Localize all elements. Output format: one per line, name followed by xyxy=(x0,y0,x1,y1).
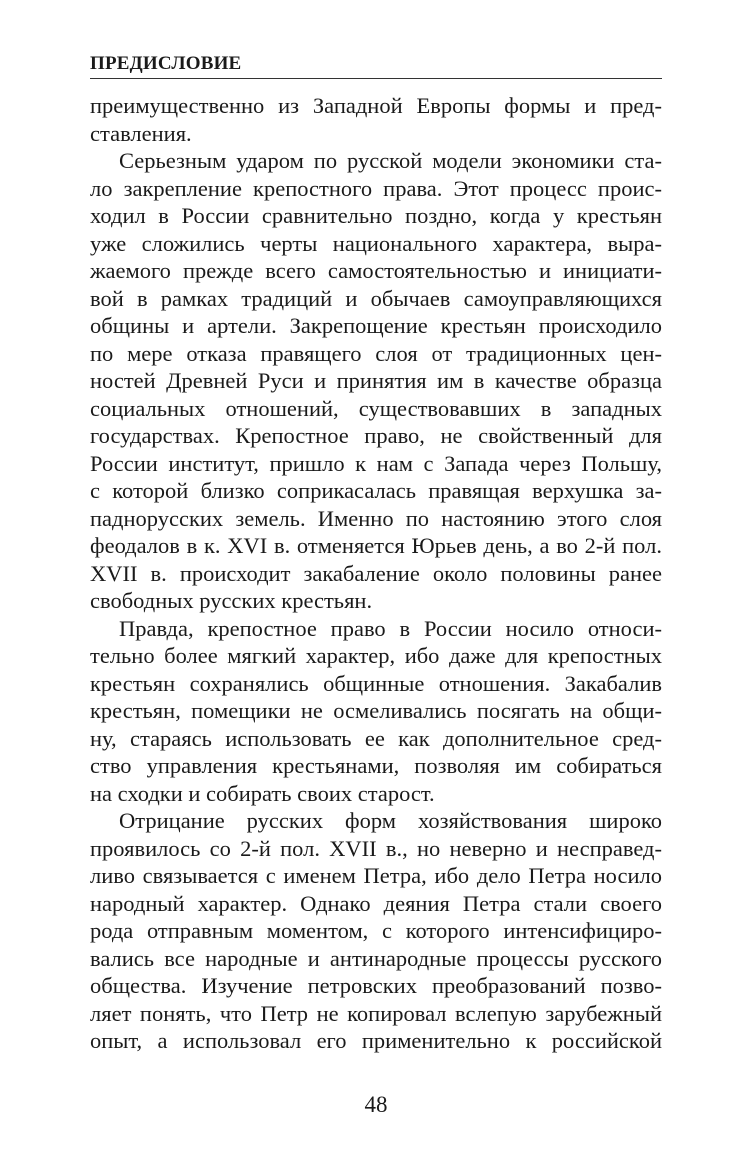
text-line: ло закрепление крепостного права. Этот процесс проис- xyxy=(90,175,662,201)
text-line: XVII в. происходит закабаление около половины ранее xyxy=(90,560,662,586)
paragraph xyxy=(90,147,662,615)
text-line: социальных отношений, существовавших в западных xyxy=(90,395,662,421)
text-line: вались все народные и антинародные процессы русского xyxy=(90,945,662,971)
text-line: общины и артели. Закрепощение крестьян происходило xyxy=(90,313,662,338)
text-line: России институт, пришло к нам с Запада через Польшу, xyxy=(90,450,662,476)
text-line: крестьян, помещики не осмеливались посягать на общи- xyxy=(90,698,662,723)
text-line: народный характер. Однако деяния Петра стали своего xyxy=(90,890,662,916)
text-line: ливо связывается с именем Петра, ибо дело Петра носило xyxy=(90,863,662,888)
running-header-title: ПРЕДИСЛОВИЕ xyxy=(90,52,662,79)
text-line: крестьян сохранялись общинные отношения. Закабалив xyxy=(90,670,662,696)
text-line: на сходки и собирать своих старост. xyxy=(90,780,435,806)
text-line: Серьезным ударом по русской модели экономики ста- xyxy=(119,148,662,173)
text-line: ляет понять, что Петр не копировал вслепую зарубежный xyxy=(90,1000,662,1026)
text-line: феодалов в к. XVI в. отменяется Юрьев день, а во 2-й пол. xyxy=(90,533,662,558)
text-line: ставления. xyxy=(90,120,192,146)
text-line: ностей Древней Руси и принятия им в качестве образца xyxy=(90,368,662,393)
text-line: тельно более мягкий характер, ибо даже для крепостных xyxy=(90,643,662,668)
paragraph xyxy=(90,807,662,1055)
text-line: преимущественно из Западной Европы формы и пред- xyxy=(90,93,662,118)
book-page xyxy=(90,0,662,1170)
text-line: проявилось со 2-й пол. XVII в., но неверно и несправед- xyxy=(90,835,662,861)
text-line: с которой близко соприкасалась правящая верхушка за- xyxy=(90,478,662,503)
text-line: ну, стараясь использовать ее как дополнительное сред- xyxy=(90,725,662,751)
text-line: свободных русских крестьян. xyxy=(90,588,373,613)
text-line: уже сложились черты национального характера, выра- xyxy=(90,230,662,256)
body-text xyxy=(90,92,662,1055)
text-line: Отрицание русских форм хозяйствования широко xyxy=(119,808,662,833)
text-line: государствах. Крепостное право, не свойственный для xyxy=(90,423,662,448)
text-line: опыт, а использовал его применительно к российской xyxy=(90,1028,662,1053)
text-line: вой в рамках традиций и обычаев самоуправляющихся xyxy=(90,285,662,311)
text-line: жаемого прежде всего самостоятельностью и инициати- xyxy=(90,258,662,283)
text-line: ходил в России сравнительно поздно, когда у крестьян xyxy=(90,203,662,228)
text-line: паднорусских земель. Именно по настоянию этого слоя xyxy=(90,505,662,531)
text-line: общества. Изучение петровских преобразований позво- xyxy=(90,973,662,998)
paragraph xyxy=(90,615,662,808)
text-line: рода отправным моментом, с которого интенсифициро- xyxy=(90,918,662,943)
text-line: ство управления крестьянами, позволяя им собираться xyxy=(90,753,662,778)
paragraph xyxy=(90,92,662,147)
text-line: Правда, крепостное право в России носило относи- xyxy=(119,615,662,641)
page-number: 48 xyxy=(364,1092,388,1117)
text-line: по мере отказа правящего слоя от традиционных цен- xyxy=(90,340,662,366)
